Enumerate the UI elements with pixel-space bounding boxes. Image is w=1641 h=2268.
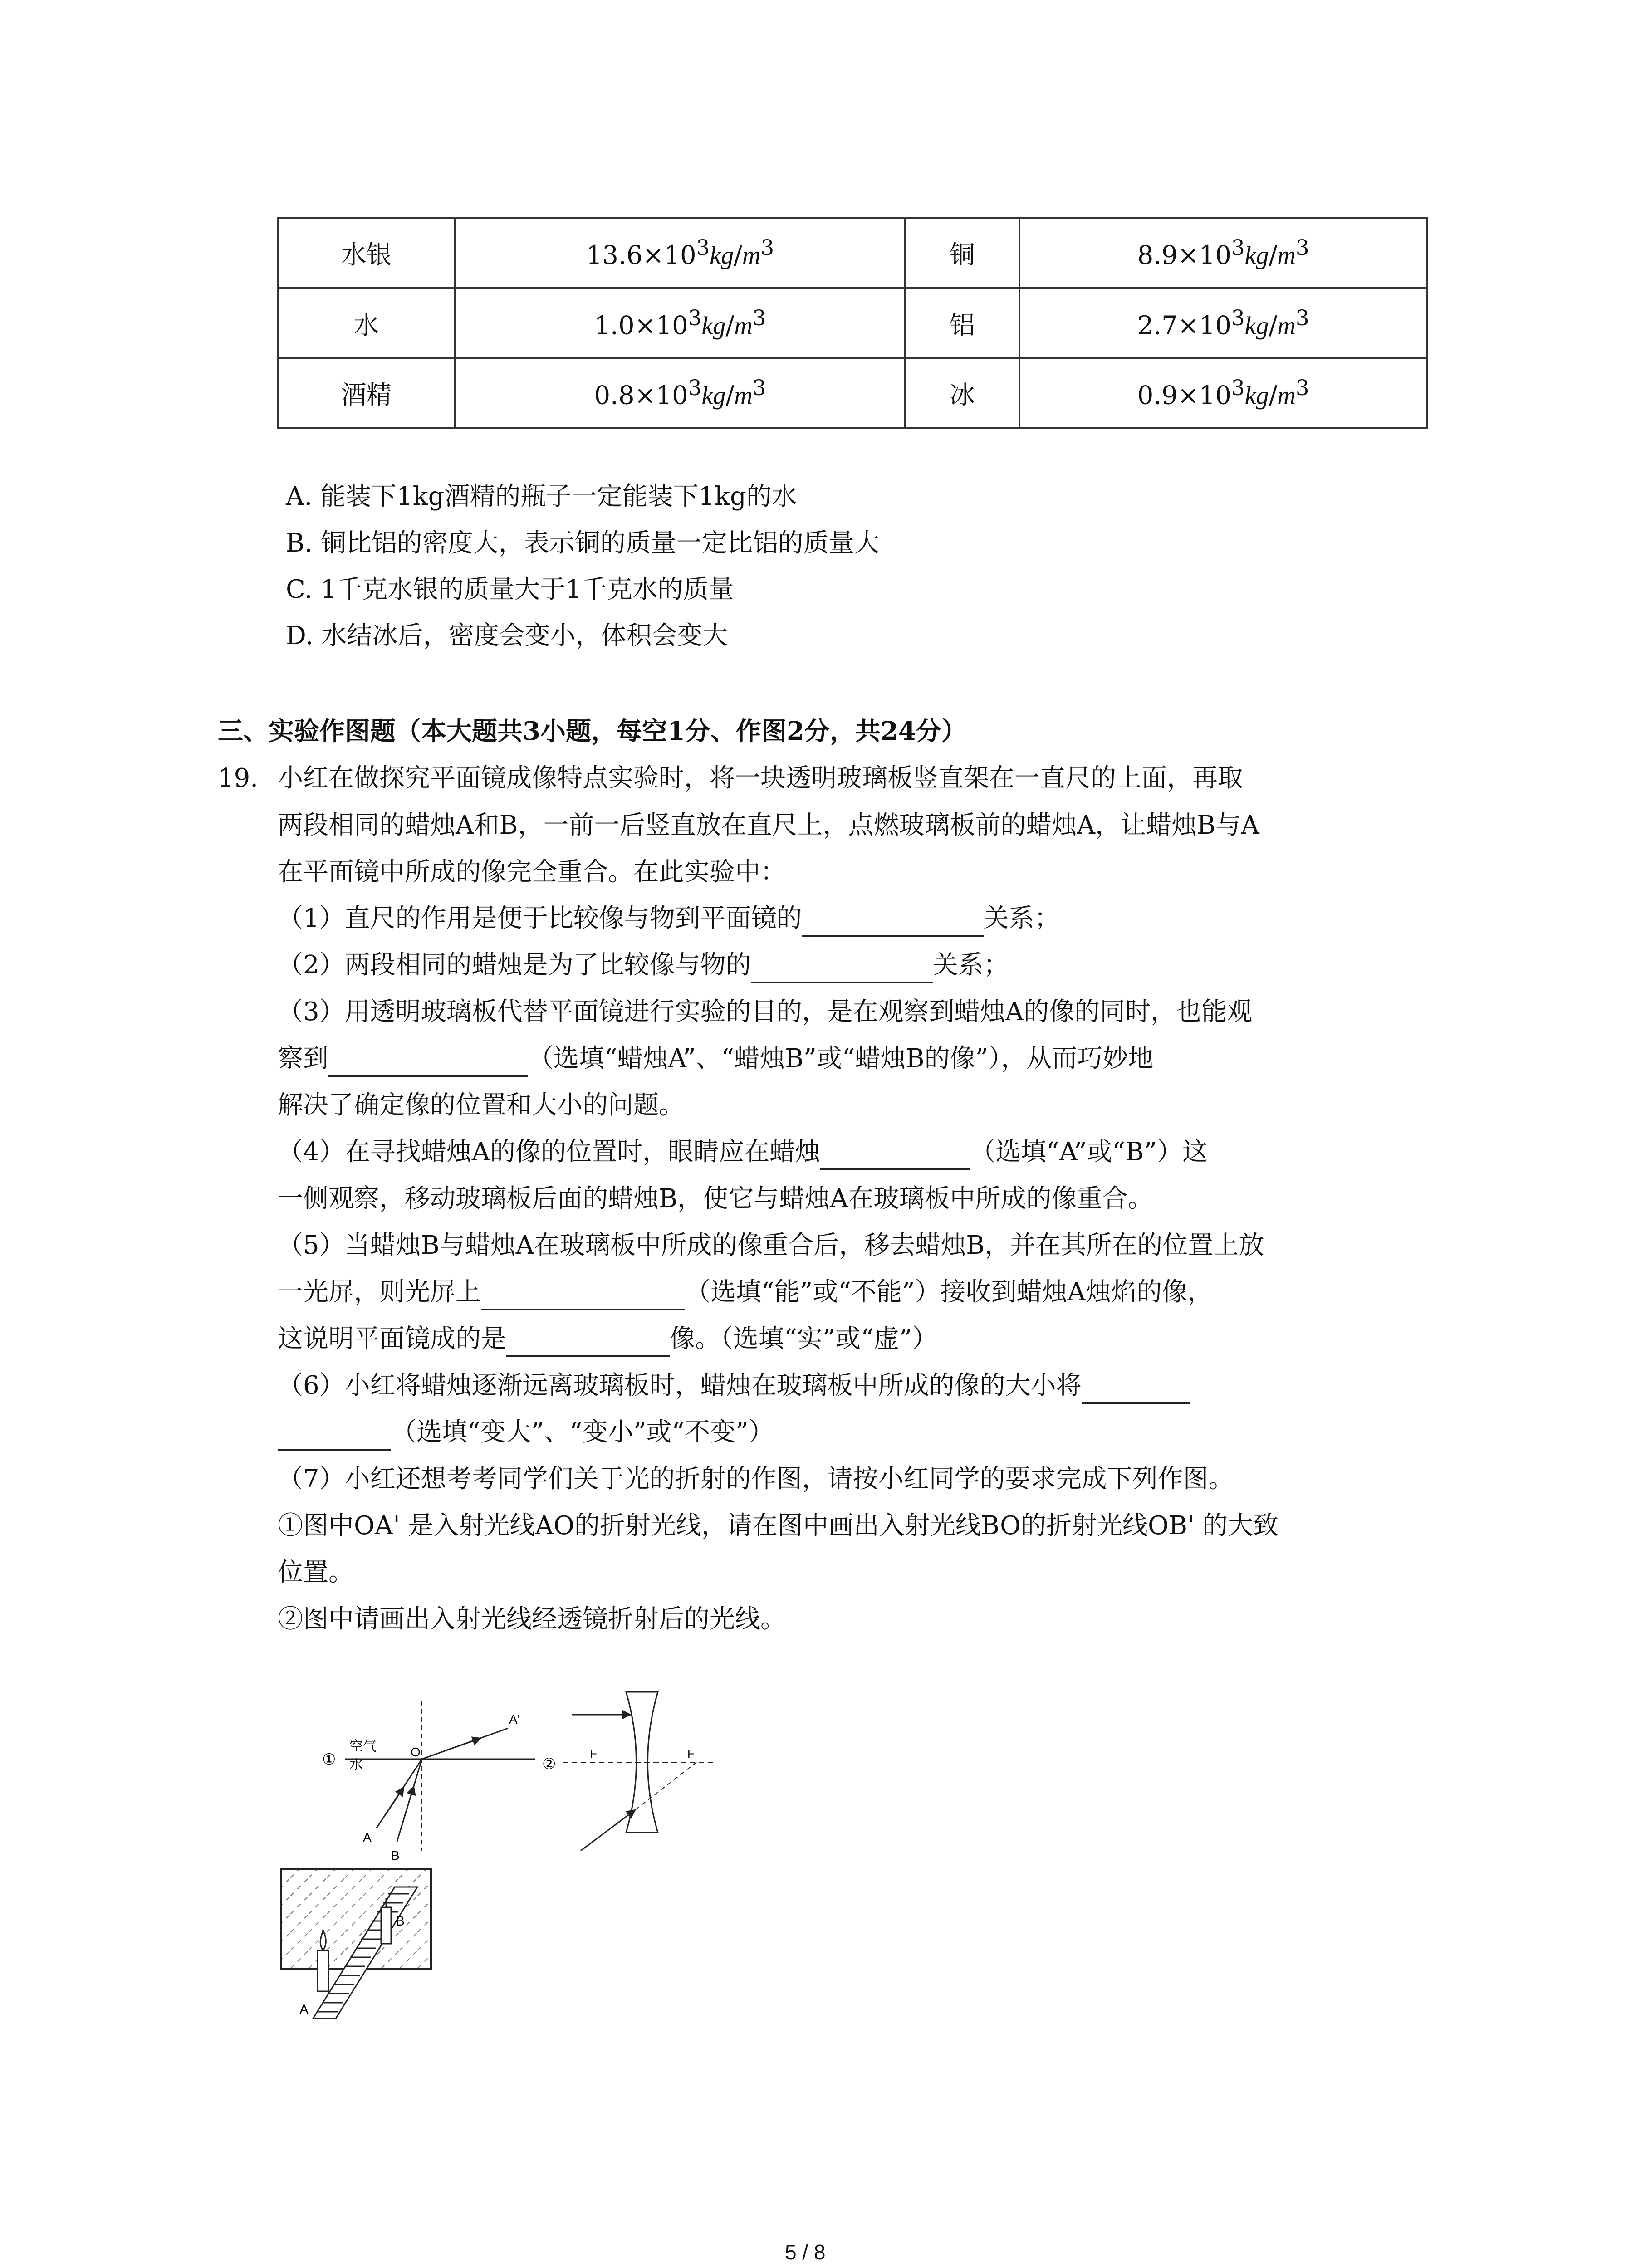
part-5-text: 这说明平面镜成的是	[278, 1324, 506, 1354]
point-b-label: B	[391, 1848, 400, 1862]
part-6-text: （6）小红将蜡烛逐渐远离玻璃板时，蜡烛在玻璃板中所成的像的大小将	[278, 1371, 1082, 1400]
part-5-text-end: （选填“能”或“不能”）接收到蜡烛A烛焰的像，	[685, 1277, 1213, 1307]
focus-guide	[635, 1762, 696, 1810]
density-value: $8.9\times 10^3kg/m^3$	[1019, 218, 1427, 288]
option-c: C. 1千克水银的质量大于1千克水的质量	[286, 575, 734, 604]
answer-blank[interactable]	[481, 1280, 685, 1310]
candle-a	[318, 1950, 328, 1991]
material-name: 水银	[278, 218, 455, 288]
answer-blank[interactable]	[751, 953, 933, 983]
part-4-line-2: 一侧观察，移动玻璃板后面的蜡烛B，使它与蜡烛A在玻璃板中所成的像重合。	[278, 1184, 1153, 1213]
density-value: $13.6\times 10^3kg/m^3$	[455, 218, 905, 288]
answer-blank[interactable]	[506, 1326, 670, 1357]
part-3-text: 察到	[278, 1044, 328, 1073]
material-name: 水	[278, 288, 455, 358]
part-5-line-3	[278, 1321, 938, 1357]
lens-figure	[542, 1692, 717, 1851]
part-7: （7）小红还想考考同学们关于光的折射的作图，请按小红同学的要求完成下列作图。	[278, 1464, 1234, 1494]
section-heading: 三、实验作图题（本大题共3小题，每空1分、作图2分，共24分）	[218, 716, 967, 746]
part-5-text-end: 像。（选填“实”或“虚”）	[670, 1324, 938, 1354]
table-row	[278, 288, 1427, 358]
air-label: 空气	[349, 1739, 377, 1754]
candle-a-label: A	[299, 2002, 309, 2017]
point-o-label: O	[411, 1745, 421, 1759]
part-5-text: 一光屏，则光屏上	[278, 1277, 481, 1307]
part-3-line-1: （3）用透明玻璃板代替平面镜进行实验的目的，是在观察到蜡烛A的像的同时，也能观	[278, 997, 1253, 1026]
option-d: D. 水结冰后，密度会变小，体积会变大	[286, 621, 728, 650]
question-intro-line: 两段相同的蜡烛A和B，一前一后竖直放在直尺上，点燃玻璃板前的蜡烛A，让蜡烛B与A	[278, 811, 1259, 840]
density-value: $1.0\times 10^3kg/m^3$	[455, 288, 905, 358]
part-1	[278, 900, 1060, 937]
figure-2-number: ②	[542, 1755, 556, 1773]
figure-1-number: ①	[322, 1751, 336, 1768]
answer-blank[interactable]	[820, 1139, 970, 1170]
page-number: 5 / 8	[785, 2240, 826, 2264]
answer-blank[interactable]	[1082, 1373, 1190, 1404]
material-name: 铜	[905, 218, 1020, 288]
part-7-1-line-2: 位置。	[278, 1558, 354, 1587]
question-intro-line: 小红在做探究平面镜成像特点实验时，将一块透明玻璃板竖直架在一直尺的上面，再取	[278, 763, 1243, 793]
mirror-setup-figure	[281, 1869, 431, 2019]
candle-b	[381, 1907, 391, 1944]
focus-right-label: F	[687, 1747, 695, 1760]
density-value: $0.8\times 10^3kg/m^3$	[455, 358, 905, 428]
part-1-text-end: 关系；	[983, 904, 1060, 933]
part-4-text: （4）在寻找蜡烛A的像的位置时，眼睛应在蜡烛	[278, 1137, 821, 1167]
point-a-prime-label: A'	[509, 1712, 520, 1726]
part-3-line-3: 解决了确定像的位置和大小的问题。	[278, 1090, 684, 1120]
answer-blank[interactable]	[328, 1046, 528, 1077]
answer-blank[interactable]	[802, 906, 984, 937]
material-name: 铝	[905, 288, 1020, 358]
material-name: 酒精	[278, 358, 455, 428]
density-value: $0.9\times 10^3kg/m^3$	[1019, 358, 1427, 428]
density-value: $2.7\times 10^3kg/m^3$	[1019, 288, 1427, 358]
part-2-text: （2）两段相同的蜡烛是为了比较像与物的	[278, 950, 751, 980]
part-5-line-1: （5）当蜡烛B与蜡烛A在玻璃板中所成的像重合后，移去蜡烛B，并在其所在的位置上放	[278, 1231, 1264, 1260]
part-6-text: （选填“变大”、“变小”或“不变”）	[391, 1418, 774, 1447]
water-label: 水	[349, 1757, 363, 1772]
part-4-line-1	[278, 1134, 1208, 1170]
candle-b-label: B	[396, 1914, 405, 1929]
part-3-line-2	[278, 1041, 1153, 1077]
part-5-line-2	[278, 1274, 1213, 1310]
part-3-text-end: （选填“蜡烛A”、“蜡烛B”或“蜡烛B的像”），从而巧妙地	[528, 1044, 1154, 1073]
material-name: 冰	[905, 358, 1020, 428]
refraction-figure	[322, 1701, 535, 1862]
part-2-text-end: 关系；	[932, 950, 1009, 980]
part-4-text-end: （选填“A”或“B”）这	[970, 1137, 1208, 1167]
part-7-1-line-1: ①图中OA' 是入射光线AO的折射光线，请在图中画出入射光线BO的折射光线OB' 的大致	[278, 1511, 1279, 1540]
part-7-2: ②图中请画出入射光线经透镜折射后的光线。	[278, 1604, 786, 1634]
density-table	[277, 217, 1428, 429]
ray-arrow	[386, 1787, 404, 1814]
question-intro-line: 在平面镜中所成的像完全重合。在此实验中：	[278, 857, 786, 887]
part-1-text: （1）直尺的作用是便于比较像与物到平面镜的	[278, 904, 802, 933]
part-2	[278, 947, 1009, 983]
ray-arrow	[404, 1786, 414, 1819]
part-6-line-2	[278, 1414, 774, 1451]
option-a: A. 能装下1kg酒精的瓶子一定能装下1kg的水	[286, 482, 797, 511]
part-6-line-1	[278, 1368, 1190, 1404]
ray-arrow	[445, 1738, 481, 1751]
answer-blank[interactable]	[278, 1420, 391, 1451]
question-number: 19.	[218, 763, 259, 793]
option-b: B. 铜比铝的密度大，表示铜的质量一定比铝的质量大	[286, 528, 880, 558]
table-row	[278, 358, 1427, 428]
point-a-label: A	[363, 1830, 372, 1844]
focus-left-label: F	[590, 1747, 597, 1760]
diagrams	[272, 1660, 744, 2023]
table-row	[278, 218, 1427, 288]
